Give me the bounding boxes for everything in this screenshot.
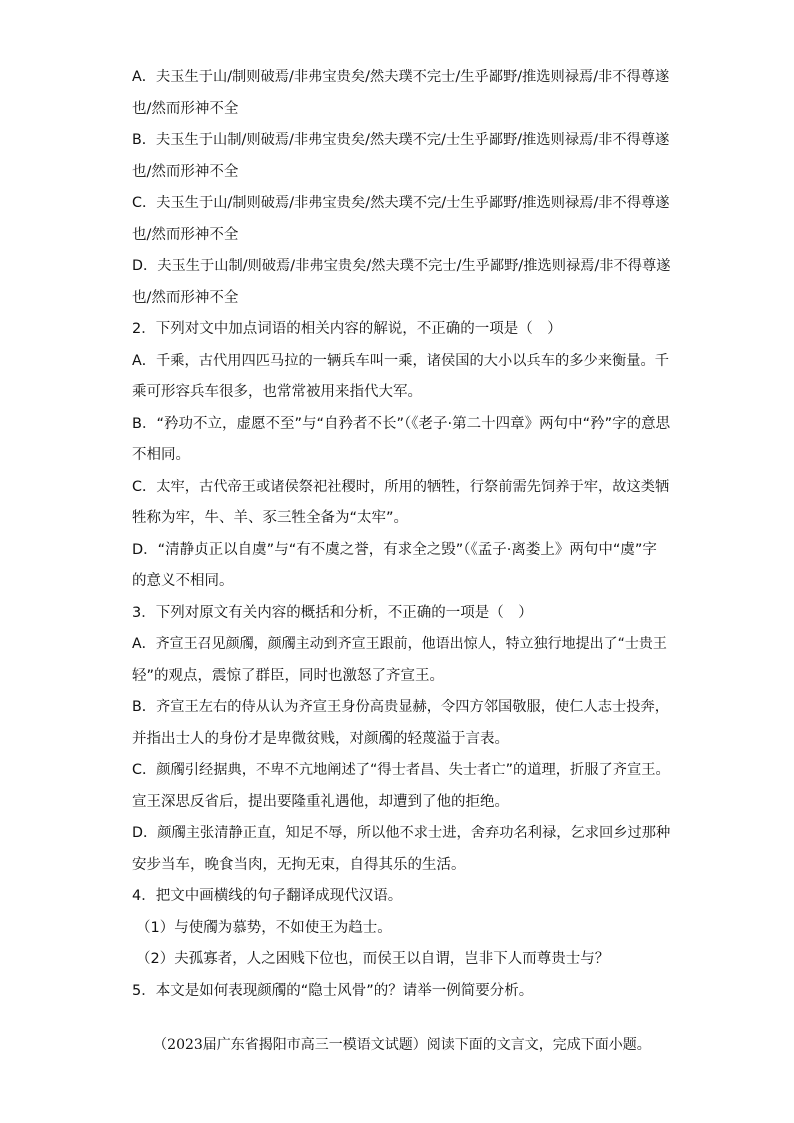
text-line: B．“矜功不立，虚愿不至”与“自矜者不长”（《老子·第二十四章》两句中“矜”字的意思 — [132, 415, 671, 432]
text-line: 并指出士人的身份才是卑微贫贱，对颜斶的轻蔑溢于言表。 — [132, 730, 509, 747]
text-line: 牲称为牢，牛、羊、豕三牲全备为“太牢”。 — [132, 510, 409, 526]
text-line: 也/然而形神不全 — [132, 226, 239, 243]
text-line: 5．本文是如何表现颜斶的“隐士风骨”的？请举一例简要分析。 — [132, 982, 534, 999]
text-line: C．夫玉生于山/制则破焉/非弗宝贵矣/然夫璞不完/士生乎鄙野/推选则禄焉/非不得尊遂 — [132, 195, 670, 211]
text-line: 也/然而形神不全 — [132, 289, 239, 306]
text-line: 的意义不相同。 — [132, 573, 234, 589]
text-line: D．夫玉生于山制/则破焉/非弗宝贵矣/然夫璞不完士/生乎鄙野/推选则禄焉/非不得尊遂 — [132, 258, 671, 274]
text-line: 不相同。 — [132, 447, 190, 463]
text-line: 也/然而形神不全 — [132, 100, 239, 117]
question-text — [132, 62, 672, 1007]
text-line: A．千乘，古代用四匹马拉的一辆兵车叫一乘，诸侯国的大小以兵车的多少来衡量。千 — [132, 352, 669, 369]
text-line: C．太牢，古代帝王或诸侯祭祀社稷时，所用的牺牲，行祭前需先饲养于牢，故这类牺 — [132, 478, 670, 495]
text-line: （1）与使斶为慕势，不如使王为趋士。 — [136, 919, 392, 936]
text-line: 4．把文中画横线的句子翻译成现代汉语。 — [132, 888, 403, 904]
text-line: 宣王深思反省后，提出要隆重礼遇他，却遭到了他的拒绝。 — [132, 793, 509, 810]
text-line: D．“清静贞正以自虞”与“有不虞之誉，有求全之毁”（《孟子·离娄上》两句中“虞”字 — [132, 541, 657, 558]
text-line: A．齐宣王召见颜斶，颜斶主动到齐宣王跟前，他语出惊人，特立独行地提出了“士贵王 — [132, 636, 667, 652]
text-line: C．颜斶引经据典，不卑不亢地阐述了“得士者昌、失士者亡”的道理，折服了齐宣王。 — [132, 762, 670, 778]
text-line: 轻”的观点，震惊了群臣，同时也激怒了齐宣王。 — [132, 667, 445, 684]
text-line: 2．下列对文中加点词语的相关内容的解说，不正确的一项是（ ） — [132, 321, 562, 337]
text-line: 乘可形容兵车很多，也常常被用来指代大军。 — [132, 384, 422, 400]
text-line: 安步当车，晚食当肉，无拘无束，自得其乐的生活。 — [132, 856, 466, 873]
text-line: 也/然而形神不全 — [132, 163, 239, 180]
text-line: A．夫玉生于山/制则破焉/非弗宝贵矣/然夫璞不完士/生乎鄙野/推选则禄焉/非不得尊遂 — [132, 69, 670, 85]
text-line: 3．下列对原文有关内容的概括和分析，不正确的一项是（ ） — [132, 604, 533, 621]
source-note — [0, 1030, 794, 1060]
source-note-text: （2023届广东省揭阳市高三一模语文试题）阅读下面的文言文，完成下面小题。 — [153, 1037, 651, 1053]
text-line: B．夫玉生于山制/则破焉/非弗宝贵矣/然夫璞不完/士生乎鄙野/推选则禄焉/非不得尊遂 — [132, 132, 670, 148]
text-line: （2）夫孤寡者，人之困贱下位也，而侯王以自谓，岂非下人而尊贵士与？ — [136, 951, 610, 967]
text-line: D．颜斶主张清静正直，知足不辱，所以他不求士进，舍弃功名利禄，乞求回乡过那种 — [132, 825, 671, 841]
text-line: B．齐宣王左右的侍从认为齐宣王身份高贵显赫，令四方邻国敬服，使仁人志士投奔， — [132, 699, 670, 715]
